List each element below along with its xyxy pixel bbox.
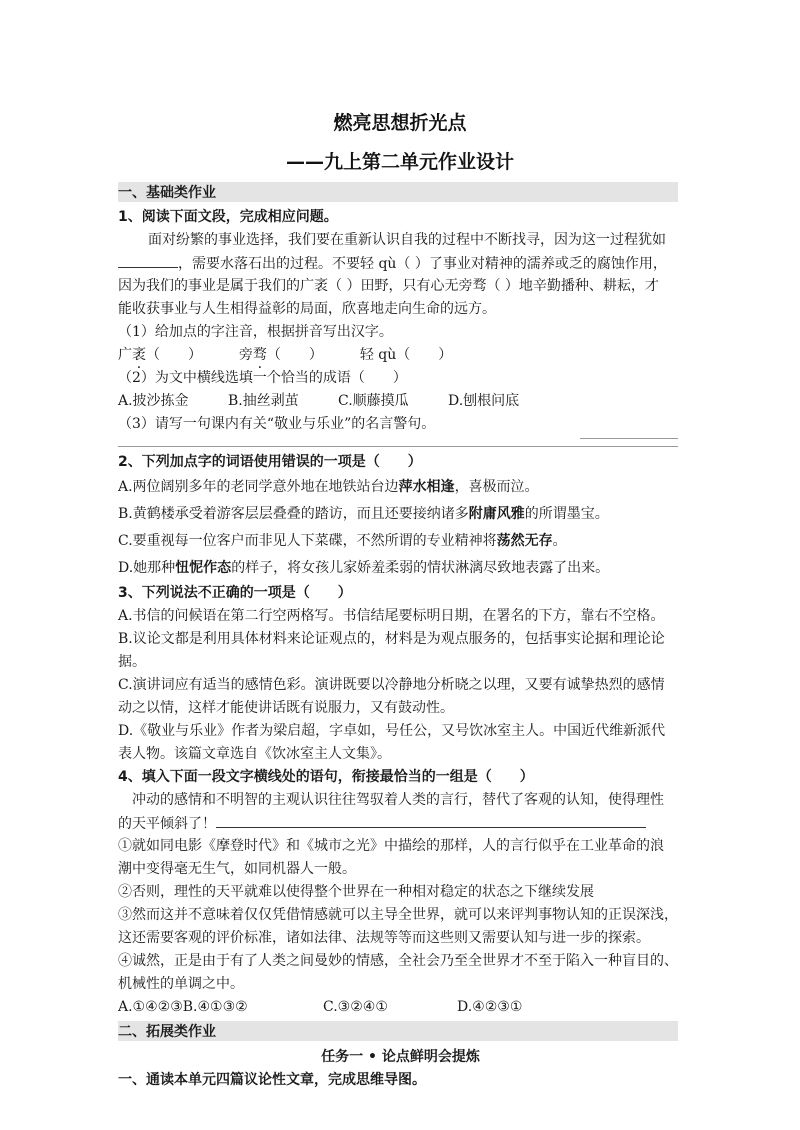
q1-answer-line: [580, 438, 678, 439]
q3-option-c-line2: 动之以情，这样才能使讲话既有说服力，又有鼓动性。: [118, 700, 454, 716]
q3-heading: 3、下列说法不正确的一项是（ ）: [118, 585, 352, 601]
q1-word3: 轻 qù（ ）: [359, 347, 453, 363]
q3-option-a: A.书信的问候语在第二行空两格写。书信结尾要标明日期，在署名的下方，靠右不空格。: [118, 608, 665, 624]
q4-paragraph-line1: 冲动的感情和不明智的主观认识往往驾驭着人类的言行，替代了客观的认知，使得理性: [132, 792, 664, 808]
q2-option-b-keyword: 附庸风雅: [468, 506, 525, 522]
q1-sub2: （2）为文中横线选填一个恰当的成语（ ）: [118, 370, 407, 386]
q4-sentence3-line2: 这还需要客观的评价标准，诸如法律、法规等等而这些则又需要认知与进一步的探索。: [118, 930, 650, 946]
q1-paragraph-line2: [118, 253, 683, 274]
q4-option-ab: A.①④②③B.④①③②: [118, 999, 248, 1015]
q4-sentence1-line2: 潮中变得毫无生气，如同机器人一般。: [118, 861, 356, 877]
q1-word-row: [118, 345, 683, 365]
q3-option-b-line2: 据。: [118, 654, 146, 670]
q3-option-b-line1: B.议论文都是利用具体材料来论证观点的，材料是为观点服务的，包括事实论据和理论论: [118, 631, 665, 647]
q3-option-c-line1: C.演讲词应有适当的感情色彩。演讲既要以冷静地分析晓之以理，又要有诚挚热烈的感情: [118, 677, 665, 693]
q4-sentence1-line1: ①就如同电影《摩登时代》和《城市之光》中描绘的那样，人的言行似乎在工业革命的浪: [118, 838, 664, 854]
q1-heading: 1、阅读下面文段，完成相应问题。: [118, 209, 338, 225]
q5-heading: 一、通读本单元四篇议论性文章，完成思维导图。: [118, 1072, 426, 1088]
q1-sub1: （1）给加点的字注音，根据拼音写出汉字。: [118, 324, 393, 340]
q1-paragraph-line1: 面对纷繁的事业选择，我们要在重新认识自我的过程中不断找寻，因为这一过程犹如: [148, 232, 666, 248]
q2-option-d-keyword: 忸怩作态: [175, 560, 232, 576]
section-heading-basic: [118, 182, 678, 202]
q4-sentence3-line1: ③然而这并不意味着仅仅凭借情感就可以主导全世界，就可以来评判事物认知的正误深浅，: [118, 907, 678, 923]
q4-sentence2: ②否则，理性的天平就难以使得整个世界在一种相对稳定的状态之下继续发展: [118, 884, 594, 900]
q2-option-a-keyword: 萍水相逢: [398, 479, 455, 495]
q2-heading: 2、下列加点字的词语使用错误的一项是（ ）: [118, 454, 422, 470]
q1-paragraph-line4: 能收获事业与人生相得益彰的局面，欣喜地走向生命的远方。: [118, 301, 496, 317]
q2-option-b: B.黄鹤楼承受着游客层层叠叠的踏访，而且还要接纳诸多附庸风雅的所谓墨宝。: [118, 506, 609, 522]
q4-option-d: D.④②③①: [457, 999, 523, 1015]
q1-sub3: （3）请写一句课内有关“敬业与乐业”的名言警句。: [118, 416, 436, 432]
q3-option-d-line2: 表人物。该篇文章选自《饮冰室主人文集》。: [118, 746, 391, 762]
q1-answer-blank[interactable]: [118, 253, 178, 268]
q1-option-c: C.顺藤摸瓜: [338, 393, 409, 409]
q4-heading: 4、填入下面一段文字横线处的语句，衔接最恰当的一组是（ ）: [118, 769, 534, 785]
section-heading-basic-text: 一、基础类作业: [118, 185, 216, 201]
q2-option-d: D.她那种忸怩作态的样子，将女孩儿家娇羞柔弱的情状淋漓尽致地表露了出来。: [118, 560, 610, 576]
q4-sentence4-line2: 机械性的单调之中。: [118, 976, 244, 992]
q1-option-b: B.抽丝剥茧: [228, 393, 299, 409]
q1-paragraph-line2-text: ，需要水落石出的过程。不要轻 qù（ ）了事业对精神的濡养或乏的腐蚀作用，: [178, 256, 667, 272]
q1-option-a: A.披沙拣金: [118, 393, 189, 409]
q4-options: [118, 997, 683, 1017]
divider: [118, 446, 678, 447]
q2-option-c-keyword: 荡然无存: [496, 533, 553, 549]
q2-option-c: C.要重视每一位客户而非见人下菜碟，不然所谓的专业精神将荡然无存。: [118, 533, 567, 549]
q3-option-d-line1: D.《敬业与乐业》作者为梁启超，字卓如，号任公，又号饮冰室主人。中国近代维新派代: [118, 723, 666, 739]
section-heading-extended-text: 二、拓展类作业: [118, 1024, 216, 1040]
q1-word1: 广袤（ ）: [118, 347, 202, 363]
q1-word2: 旁骛（ ）: [238, 347, 323, 363]
q1-options: [118, 391, 683, 411]
q4-sentence4-line1: ④诚然，正是由于有了人类之间曼妙的情感，全社会乃至全世界才不至于陷入一种盲目的、: [118, 953, 678, 969]
document-subtitle: ——九上第二单元作业设计: [285, 151, 514, 173]
section-heading-extended: [118, 1021, 678, 1041]
q1-paragraph-line3: 因为我们的事业是属于我们的广袤（ ）田野，只有心无旁骛（ ）地辛勤播种、耕耘，才: [118, 278, 659, 294]
q2-option-a: A.两位阔别多年的老同学意外地在地铁站台边萍水相逢，喜极而泣。: [118, 479, 539, 495]
q4-answer-blank[interactable]: [216, 813, 646, 828]
q1-option-d: D.刨根问底: [448, 393, 520, 409]
q4-option-c: C.③②④①: [323, 999, 388, 1015]
document-title: 燃亮思想折光点: [333, 112, 467, 134]
task1-title: 任务一 • 论点鲜明会提炼: [321, 1049, 480, 1065]
q4-paragraph-line2: 的天平倾斜了！: [118, 813, 683, 834]
